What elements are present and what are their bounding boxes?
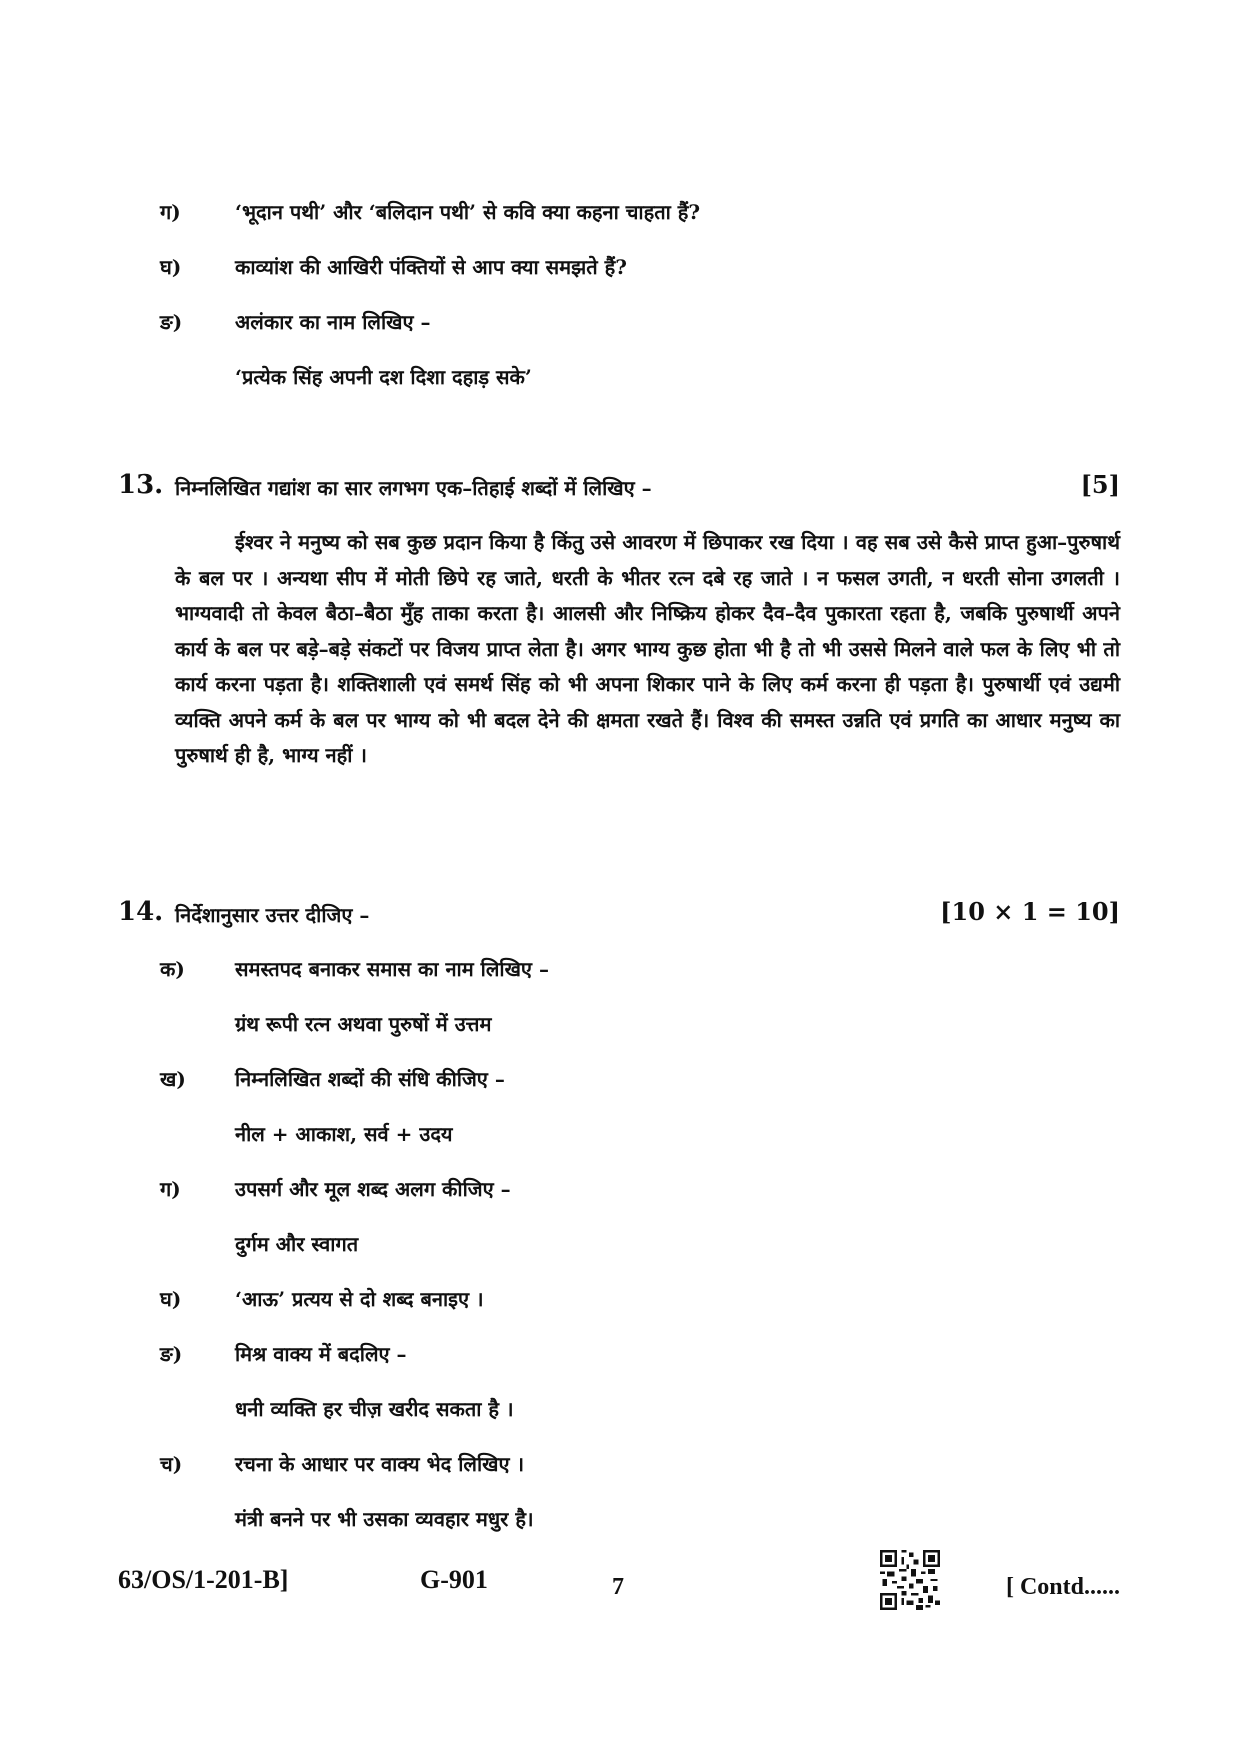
q14-subpart-example: ग्रंथ रूपी रत्न अथवा पुरुषों में उत्तम xyxy=(235,1012,492,1036)
q12-subpart-marker: ग) xyxy=(160,200,181,224)
q12-subpart-text: ‘भूदान पथी’ और ‘बलिदान पथी’ से कवि क्या कहना चाहता हैं? xyxy=(235,200,701,224)
question-number: 14. xyxy=(118,897,164,927)
q12-subpart-marker: घ) xyxy=(160,255,182,279)
set-code: G-901 xyxy=(420,1565,488,1594)
q12-subpart-text: काव्यांश की आखिरी पंक्तियों से आप क्या समझते हैं? xyxy=(235,255,627,279)
question-marks: [10 × 1 = 10] xyxy=(940,897,1120,926)
question-instruction: निर्देशानुसार उत्तर दीजिए – xyxy=(175,903,370,927)
continued-label: [ Contd...... xyxy=(1005,1574,1120,1600)
q14-subpart-text: रचना के आधार पर वाक्य भेद लिखिए । xyxy=(235,1452,525,1476)
question-marks: [5] xyxy=(1080,470,1120,499)
q14-subpart-text: ‘आऊ’ प्रत्यय से दो शब्द बनाइए । xyxy=(235,1287,484,1311)
page-number: 7 xyxy=(612,1574,624,1600)
q14-subpart-marker: ङ) xyxy=(160,1342,183,1366)
q14-subpart-marker: ख) xyxy=(160,1067,186,1091)
q14-subpart-marker: घ) xyxy=(160,1287,182,1311)
q14-subpart-text: मिश्र वाक्य में बदलिए – xyxy=(235,1342,407,1366)
q14-subpart-example: नील + आकाश, सर्व + उदय xyxy=(235,1122,453,1146)
q14-subpart-text: निम्नलिखित शब्दों की संधि कीजिए – xyxy=(235,1067,505,1091)
q14-subpart-example: दुर्गम और स्वागत xyxy=(235,1232,359,1256)
q14-subpart-example: धनी व्यक्ति हर चीज़ खरीद सकता है । xyxy=(235,1397,514,1421)
q14-subpart-text: समस्तपद बनाकर समास का नाम लिखिए – xyxy=(235,957,549,981)
qr-code-icon xyxy=(880,1550,940,1610)
q14-subpart-marker: च) xyxy=(160,1452,183,1476)
question-number: 13. xyxy=(118,470,164,500)
q14-subpart-example: मंत्री बनने पर भी उसका व्यवहार मधुर है। xyxy=(235,1507,534,1531)
q14-subpart-text: उपसर्ग और मूल शब्द अलग कीजिए – xyxy=(235,1177,511,1201)
q12-subpart-text: अलंकार का नाम लिखिए – xyxy=(235,310,431,334)
paper-code: 63/OS/1-201-B] xyxy=(118,1565,289,1594)
q14-subpart-marker: क) xyxy=(160,957,185,981)
q12-subpart-example: ‘प्रत्येक सिंह अपनी दश दिशा दहाड़ सके’ xyxy=(235,365,532,389)
q12-subpart-marker: ङ) xyxy=(160,310,183,334)
question-instruction: निम्नलिखित गद्यांश का सार लगभग एक–तिहाई शब्दों में लिखिए – xyxy=(175,476,652,500)
q14-subpart-marker: ग) xyxy=(160,1177,181,1201)
prose-passage: ईश्वर ने मनुष्य को सब कुछ प्रदान किया है किंतु उसे आवरण में छिपाकर रख दिया । वह सब उसे कैसे प्राप्त हुआ–पुरुषार्थ के बल पर । अन्यथा सीप में मोती छिपे रह जाते, धरती के भीतर रत्न दबे रह जाते । न फसल उगती, न धरती सोना उगलती । भाग्यवादी तो केवल बैठा–बैठा मुँह ताका करता है। आलसी और निष्क्रिय होकर दैव–दैव पुकारता रहता है, जबकि पुरुषार्थी अपने कार्य के बल पर बड़े–बड़े संकटों पर विजय प्राप्त लेता है। अगर भाग्य कुछ होता भी है तो भी उससे मिलने वाले फल के लिए भी तो कार्य करना पड़ता है। शक्तिशाली एवं समर्थ सिंह को भी अपना शिकार पाने के लिए कर्म करना ही पड़ता है। पुरुषार्थी एवं उद्यमी व्यक्ति अपने कर्म के बल पर भाग्य को भी बदल देने की क्षमता रखते हैं। विश्व की समस्त उन्नति एवं प्रगति का आधार मनुष्य का पुरुषार्थ ही है, भाग्य नहीं । xyxy=(175,530,1120,767)
